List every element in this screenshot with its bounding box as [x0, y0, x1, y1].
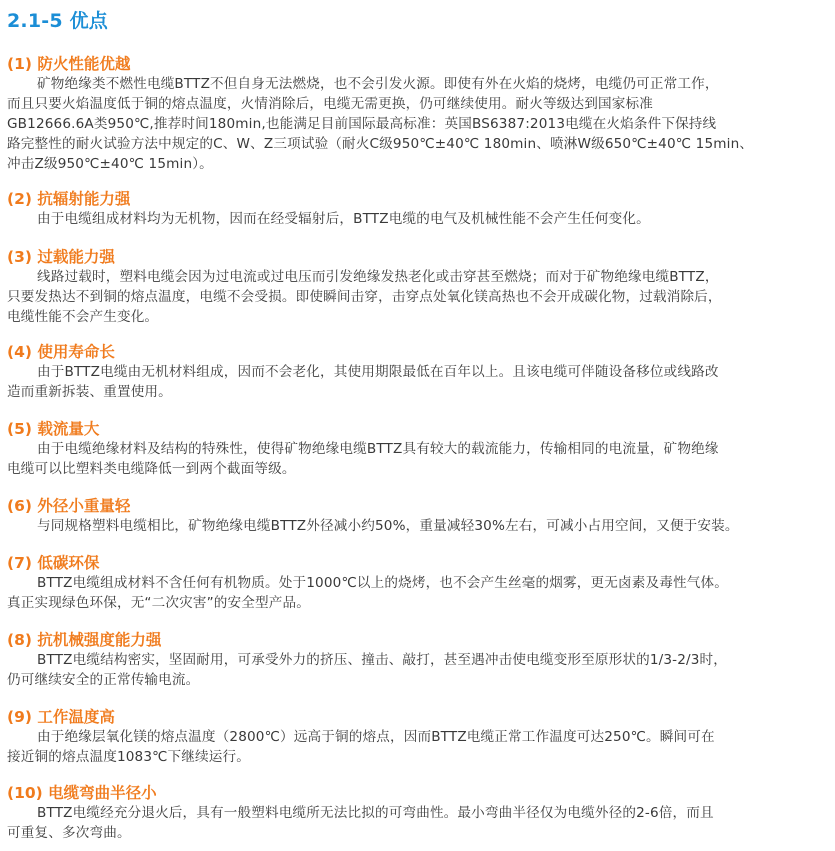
- section-body: [7, 803, 833, 843]
- section-body: [7, 727, 833, 767]
- body-line: 冲击Z级950℃±40℃ 15min）。: [7, 156, 213, 172]
- body-line: 线路过载时，塑料电缆会因为过电流或过电压而引发绝缘发热老化或击穿甚至燃烧；而对于矿物绝缘电缆BTTZ，: [37, 269, 719, 285]
- section-body: [7, 209, 833, 229]
- section-body: [7, 516, 833, 536]
- section-heading: (3) 过载能力强: [7, 248, 115, 266]
- section-heading: (10) 电缆弯曲半径小: [7, 784, 157, 802]
- body-line: 只要发热达不到铜的熔点温度，电缆不会受损。即使瞬间击穿，击穿点处氧化镁高热也不会开成碳化物，过载消除后，: [7, 289, 722, 305]
- section-heading: (6) 外径小重量轻: [7, 497, 131, 515]
- section-long-service-life: [7, 343, 833, 402]
- page-title: 2.1-5 优点: [7, 10, 108, 32]
- body-line: 接近铜的熔点温度1083℃下继续运行。: [7, 749, 251, 765]
- section-overload-capacity: [7, 248, 833, 327]
- body-line: 仍可继续安全的正常传输电流。: [7, 672, 200, 688]
- section-heading: (2) 抗辐射能力强: [7, 190, 131, 208]
- section-current-capacity: [7, 420, 833, 479]
- body-line: BTTZ电缆结构密实，坚固耐用，可承受外力的挤压、撞击、敲打，甚至遇冲击使电缆变形至原形状的1/3-2/3时，: [37, 652, 728, 668]
- section-body: [7, 267, 833, 327]
- section-body: [7, 650, 833, 690]
- body-line: 由于电缆组成材料均为无机物，因而在经受辐射后，BTTZ电缆的电气及机械性能不会产生任何变化。: [37, 211, 650, 227]
- body-line: 电缆可以比塑料类电缆降低一到两个截面等级。: [7, 461, 296, 477]
- section-small-diameter-light-weight: [7, 497, 833, 536]
- section-body: [7, 74, 833, 174]
- section-body: [7, 439, 833, 479]
- body-line: 电缆性能不会产生变化。: [7, 309, 159, 325]
- section-heading: (7) 低碳环保: [7, 554, 100, 572]
- body-line: 路完整性的耐火试验方法中规定的C、W、Z三项试验（耐火C级950℃±40℃ 180min、喷淋W级650℃±40℃ 15min、: [7, 136, 754, 152]
- body-line: 由于BTTZ电缆由无机材料组成，因而不会老化，其使用期限最低在百年以上。且该电缆可伴随设备移位或线路改: [37, 364, 719, 380]
- body-line: 与同规格塑料电缆相比，矿物绝缘电缆BTTZ外径减小约50%，重量减轻30%左右，可减小占用空间，又便于安装。: [37, 518, 739, 534]
- body-line: 由于绝缘层氧化镁的熔点温度（2800℃）远高于铜的熔点，因而BTTZ电缆正常工作温度可达250℃。瞬间可在: [37, 729, 715, 745]
- section-heading: (9) 工作温度高: [7, 708, 115, 726]
- section-heading: (1) 防火性能优越: [7, 55, 131, 73]
- section-radiation-resistance: [7, 190, 833, 229]
- section-body: [7, 362, 833, 402]
- section-mechanical-strength: [7, 631, 833, 690]
- section-low-carbon: [7, 554, 833, 613]
- section-fire-resistance: [7, 55, 833, 174]
- body-line: BTTZ电缆经充分退火后，具有一般塑料电缆所无法比拟的可弯曲性。最小弯曲半径仅为电缆外径的2-6倍，而且: [37, 805, 714, 821]
- body-line: GB12666.6A类950℃,推荐时间180min,也能满足目前国际最高标准：英国BS6387:2013电缆在火焰条件下保持线: [7, 116, 717, 132]
- body-line: 可重复、多次弯曲。: [7, 825, 131, 841]
- body-line: 真正实现绿色环保，无“二次灾害”的安全型产品。: [7, 595, 311, 611]
- section-small-bend-radius: [7, 784, 833, 843]
- section-heading: (4) 使用寿命长: [7, 343, 115, 361]
- body-line: 造而重新拆装、重置使用。: [7, 384, 172, 400]
- body-line: 由于电缆绝缘材料及结构的特殊性，使得矿物绝缘电缆BTTZ具有较大的载流能力，传输相同的电流量，矿物绝缘: [37, 441, 719, 457]
- section-body: [7, 573, 833, 613]
- section-heading: (8) 抗机械强度能力强: [7, 631, 162, 649]
- body-line: BTTZ电缆组成材料不含任何有机物质。处于1000℃以上的烧烤，也不会产生丝毫的烟雾，更无卤素及毒性气体。: [37, 575, 728, 591]
- section-high-working-temperature: [7, 708, 833, 767]
- body-line: 矿物绝缘类不燃性电缆BTTZ不但自身无法燃烧，也不会引发火源。即使有外在火焰的烧烤，电缆仍可正常工作，: [37, 76, 719, 92]
- body-line: 而且只要火焰温度低于铜的熔点温度，火情消除后，电缆无需更换，仍可继续使用。耐火等级达到国家标准: [7, 96, 653, 112]
- section-heading: (5) 载流量大: [7, 420, 100, 438]
